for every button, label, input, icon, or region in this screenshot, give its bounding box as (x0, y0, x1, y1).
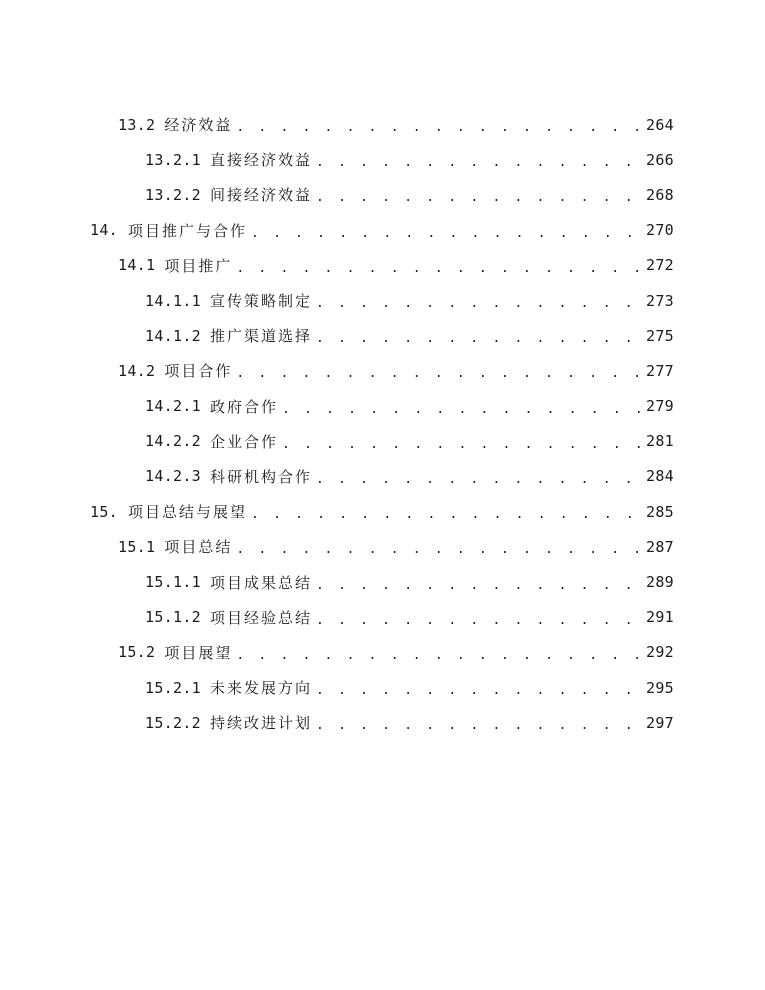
toc-entry-title: 项目推广与合作 (128, 221, 248, 240)
toc-entry[interactable] (0, 389, 765, 424)
toc-entry-title: 经济效益 (164, 116, 233, 135)
toc-entry-title: 项目经验总结 (210, 608, 313, 627)
toc-entry[interactable] (0, 213, 765, 248)
toc-entry-title: 政府合作 (210, 397, 279, 416)
toc-entry-page: 281 (646, 432, 674, 451)
toc-entry-page: 279 (646, 397, 674, 416)
dot-leader (316, 719, 640, 732)
toc-entry-title: 科研机构合作 (210, 467, 313, 486)
toc-entry-page: 284 (646, 467, 674, 486)
dot-leader (316, 297, 640, 310)
toc-entry-number: 14.1.2 (145, 326, 201, 345)
toc-entry-page: 289 (646, 573, 674, 592)
toc-entry[interactable] (0, 705, 765, 740)
toc-entry-number: 14.1 (118, 256, 156, 275)
toc-entry-number: 14.1.1 (145, 291, 201, 310)
toc-entry-title: 项目成果总结 (210, 573, 313, 592)
dot-leader (251, 508, 642, 521)
toc-entry-page: 270 (646, 221, 674, 240)
dot-leader (316, 156, 640, 169)
toc-entry-title: 持续改进计划 (210, 714, 313, 733)
toc-entry-title: 间接经济效益 (210, 186, 313, 205)
toc-entry-title: 项目总结 (164, 538, 233, 557)
toc-entry[interactable] (0, 177, 765, 212)
toc-entry-title: 推广渠道选择 (210, 327, 313, 346)
toc-entry-number: 15.1.1 (145, 573, 201, 592)
toc-entry-title: 项目总结与展望 (128, 503, 248, 522)
toc-entry-title: 项目合作 (164, 362, 233, 381)
dot-leader (316, 332, 640, 345)
toc-entry-number: 13.2 (118, 115, 156, 134)
dot-leader (236, 121, 640, 134)
toc-entry[interactable] (0, 353, 765, 388)
dot-leader (236, 367, 640, 380)
toc-entry-title: 宣传策略制定 (210, 292, 313, 311)
dot-leader (316, 579, 640, 592)
toc-entry[interactable] (0, 283, 765, 318)
dot-leader (236, 262, 640, 275)
toc-entry-number: 15.1.2 (145, 608, 201, 627)
toc-entry[interactable] (0, 424, 765, 459)
toc-entry-number: 15.2.1 (145, 678, 201, 697)
toc-entry-page: 272 (646, 256, 674, 275)
toc-entry-number: 13.2.1 (145, 150, 201, 169)
dot-leader (282, 438, 640, 451)
toc-entry-title: 项目展望 (164, 643, 233, 662)
toc-entry-number: 15. (90, 502, 118, 521)
toc-entry-page: 268 (646, 185, 674, 204)
toc-entry-number: 15.2 (118, 643, 156, 662)
toc-entry[interactable] (0, 494, 765, 529)
dot-leader (316, 614, 640, 627)
toc-entry[interactable] (0, 670, 765, 705)
toc-entry-title: 企业合作 (210, 432, 279, 451)
toc-entry-number: 15.1 (118, 537, 156, 556)
toc-entry-page: 291 (646, 608, 674, 627)
toc-entry-page: 287 (646, 537, 674, 556)
toc-entry-number: 14.2.3 (145, 467, 201, 486)
toc-entry[interactable] (0, 459, 765, 494)
toc-entry-page: 297 (646, 713, 674, 732)
toc-entry-page: 292 (646, 643, 674, 662)
toc-entry[interactable] (0, 529, 765, 564)
toc-entry-title: 未来发展方向 (210, 679, 313, 698)
toc-entry-title: 项目推广 (164, 256, 233, 275)
dot-leader (316, 684, 640, 697)
toc-entry-number: 14.2 (118, 361, 156, 380)
toc-entry-page: 273 (646, 291, 674, 310)
toc-entry[interactable] (0, 142, 765, 177)
toc-entry[interactable] (0, 635, 765, 670)
toc-entry[interactable] (0, 564, 765, 599)
dot-leader (251, 227, 642, 240)
dot-leader (236, 543, 640, 556)
toc-entry-page: 295 (646, 678, 674, 697)
dot-leader (316, 191, 640, 204)
toc-entry-page: 275 (646, 326, 674, 345)
dot-leader (282, 403, 640, 416)
toc-entry-title: 直接经济效益 (210, 151, 313, 170)
toc-entry-number: 14.2.2 (145, 432, 201, 451)
toc-entry[interactable] (0, 600, 765, 635)
toc-entry-page: 264 (646, 115, 674, 134)
toc-entry[interactable] (0, 248, 765, 283)
toc-entry-number: 14. (90, 221, 118, 240)
dot-leader (316, 473, 640, 486)
table-of-contents (0, 107, 765, 740)
toc-entry-page: 285 (646, 502, 674, 521)
toc-entry-number: 13.2.2 (145, 185, 201, 204)
toc-entry[interactable] (0, 318, 765, 353)
toc-entry-page: 277 (646, 361, 674, 380)
toc-entry[interactable] (0, 107, 765, 142)
toc-entry-number: 14.2.1 (145, 397, 201, 416)
dot-leader (236, 649, 640, 662)
toc-entry-number: 15.2.2 (145, 713, 201, 732)
toc-entry-page: 266 (646, 150, 674, 169)
